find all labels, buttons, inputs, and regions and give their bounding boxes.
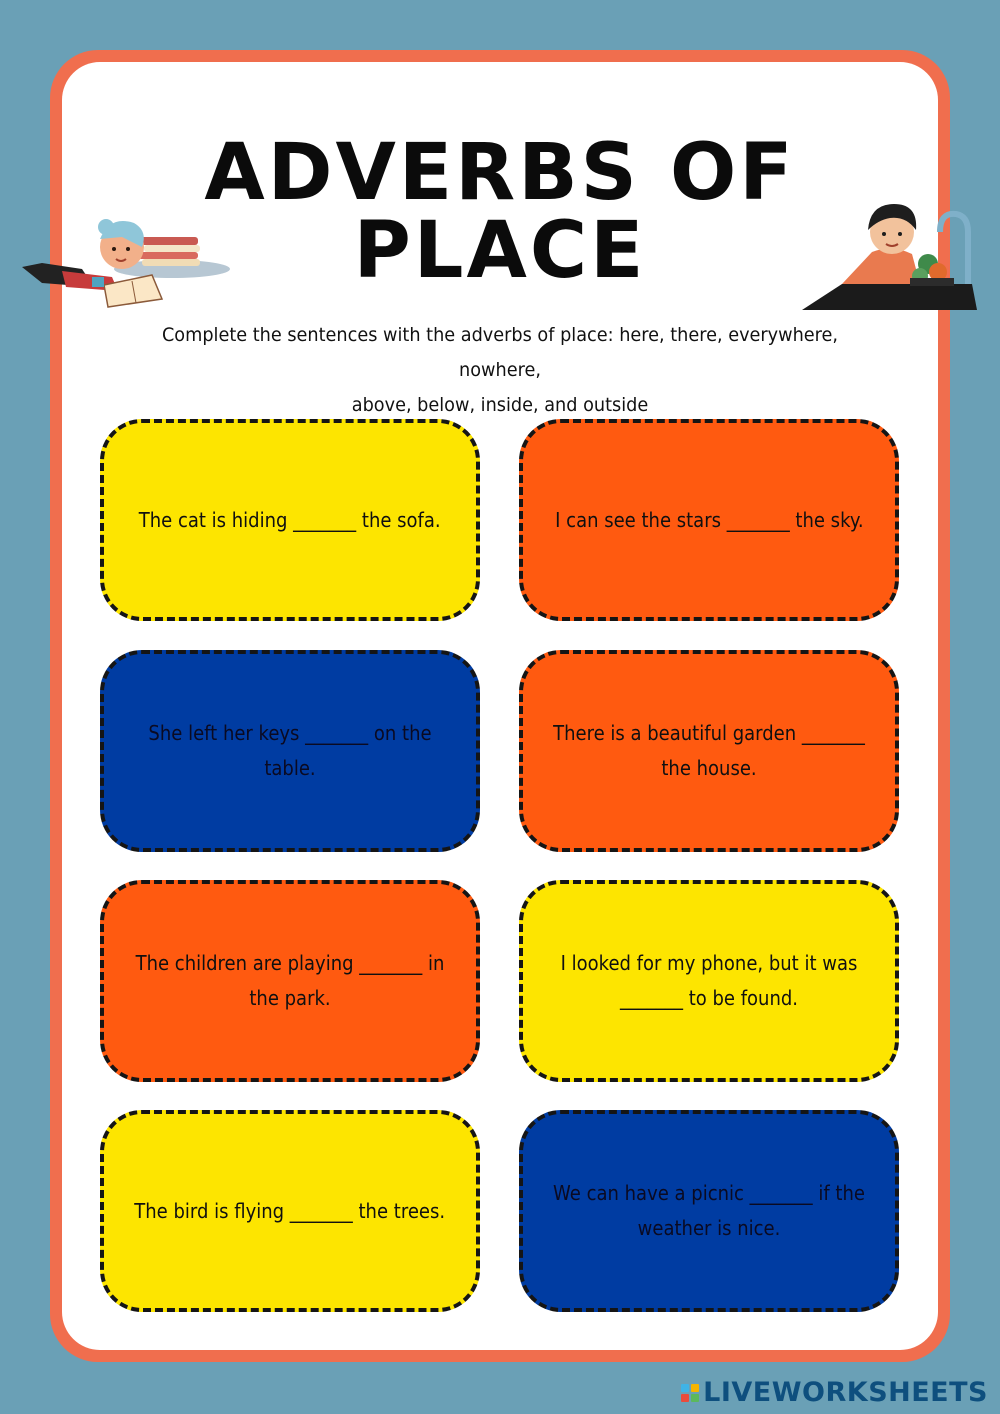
exercise-sentence-6: I looked for my phone, but it was _______ to be found.	[560, 951, 858, 1010]
exercise-sentence-2: I can see the stars _______ the sky.	[554, 507, 864, 532]
liveworksheets-logo-icon	[681, 1384, 699, 1402]
instructions-line-1: Complete the sentences with the adverbs of place: here, there, everywhere, nowhere,	[161, 324, 839, 381]
exercise-card-8[interactable]	[519, 1110, 899, 1312]
girl-reading-illustration	[22, 207, 232, 327]
exercise-card-7[interactable]	[100, 1110, 480, 1312]
exercise-sentence-1: The cat is hiding _______ the sofa.	[139, 507, 441, 532]
exercise-card-3[interactable]	[100, 650, 480, 852]
worksheet-page	[62, 62, 938, 1350]
worksheet-frame	[50, 50, 950, 1362]
exercise-card-5[interactable]	[100, 880, 480, 1082]
exercise-sentence-5: The children are playing _______ in the park.	[135, 951, 445, 1010]
exercise-card-4[interactable]	[519, 650, 899, 852]
exercise-sentence-4: There is a beautiful garden _______ the house.	[553, 721, 865, 780]
exercise-sentence-3: She left her keys _______ on the table.	[148, 721, 432, 780]
liveworksheets-watermark	[681, 1377, 988, 1408]
exercise-card-6[interactable]	[519, 880, 899, 1082]
watermark-text: LIVEWORKSHEETS	[703, 1377, 988, 1408]
instructions-line-2: above, below, inside, and outside	[351, 394, 649, 416]
worksheet-title: ADVERBS OF PLACE	[204, 128, 796, 296]
exercise-sentence-8: We can have a picnic _______ if the weather is nice.	[553, 1181, 865, 1240]
exercise-card-2[interactable]	[519, 419, 899, 621]
exercise-card-1[interactable]	[100, 419, 480, 621]
instructions-text	[121, 318, 880, 423]
exercise-sentence-7: The bird is flying _______ the trees.	[134, 1198, 446, 1223]
boy-washing-vegetables-illustration	[802, 192, 982, 327]
